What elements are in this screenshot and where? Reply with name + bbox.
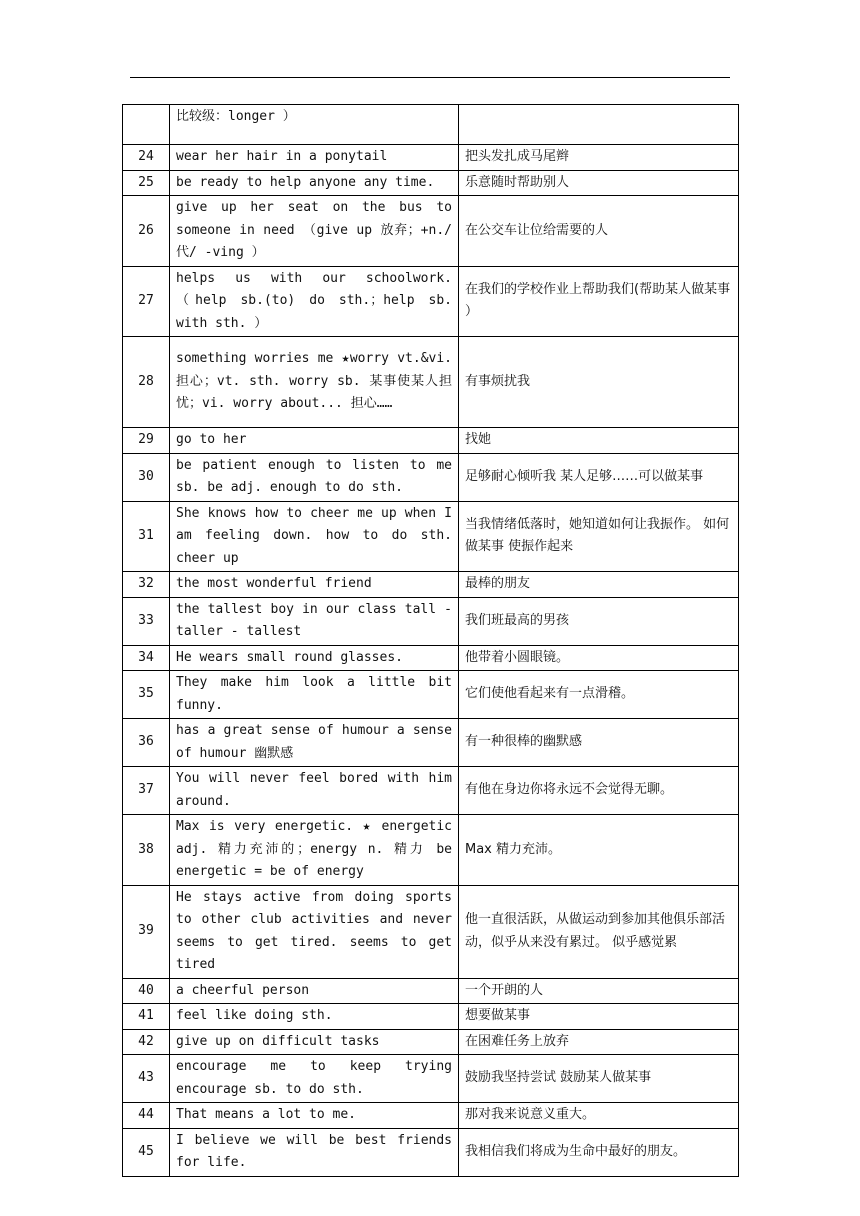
chinese-translation: 乐意随时帮助别人 (459, 170, 739, 196)
english-phrase: That means a lot to me. (170, 1103, 459, 1129)
row-number: 37 (123, 767, 170, 815)
english-phrase: They make him look a little bit funny. (170, 671, 459, 719)
row-number: 44 (123, 1103, 170, 1129)
row-number: 36 (123, 719, 170, 767)
row-number: 25 (123, 170, 170, 196)
english-phrase: give up her seat on the bus to someone in need （give up 放弃；+n./代/ -ving ） (170, 196, 459, 267)
table-row (123, 453, 739, 501)
row-number: 32 (123, 572, 170, 598)
row-number: 42 (123, 1029, 170, 1055)
row-number: 34 (123, 645, 170, 671)
row-number: 26 (123, 196, 170, 267)
english-phrase: give up on difficult tasks (170, 1029, 459, 1055)
vocabulary-table-body (123, 105, 739, 1177)
english-phrase: 比较级：longer ） (170, 105, 459, 145)
english-phrase: Max is very energetic. ★ energetic adj. 精力充沛的；energy n. 精力 be energetic = be of energy (170, 815, 459, 886)
chinese-translation: 最棒的朋友 (459, 572, 739, 598)
chinese-translation (459, 105, 739, 145)
chinese-translation: 有一种很棒的幽默感 (459, 719, 739, 767)
table-row (123, 597, 739, 645)
row-number: 40 (123, 978, 170, 1004)
chinese-translation: 有事烦扰我 (459, 337, 739, 428)
table-row (123, 501, 739, 572)
chinese-translation: 他一直很活跃，从做运动到参加其他俱乐部活动，似乎从来没有累过。 似乎感觉累 (459, 885, 739, 978)
table-row (123, 671, 739, 719)
table-row (123, 1004, 739, 1030)
row-number: 35 (123, 671, 170, 719)
english-phrase: the most wonderful friend (170, 572, 459, 598)
chinese-translation: 一个开朗的人 (459, 978, 739, 1004)
row-number (123, 105, 170, 145)
table-row (123, 1103, 739, 1129)
chinese-translation: 想要做某事 (459, 1004, 739, 1030)
english-phrase: be patient enough to listen to me sb. be adj. enough to do sth. (170, 453, 459, 501)
english-phrase: has a great sense of humour a sense of humour 幽默感 (170, 719, 459, 767)
table-row (123, 885, 739, 978)
table-row (123, 428, 739, 454)
table-row (123, 266, 739, 337)
table-row (123, 105, 739, 145)
chinese-translation: 找她 (459, 428, 739, 454)
english-phrase: encourage me to keep trying encourage sb. to do sth. (170, 1055, 459, 1103)
english-phrase: He wears small round glasses. (170, 645, 459, 671)
row-number: 39 (123, 885, 170, 978)
english-phrase: You will never feel bored with him around. (170, 767, 459, 815)
english-phrase: something worries me ★worry vt.&vi. 担心；vt. sth. worry sb. 某事使某人担忧；vi. worry about... 担心…… (170, 337, 459, 428)
chinese-translation: Max 精力充沛。 (459, 815, 739, 886)
english-phrase: helps us with our schoolwork. （help sb.(to) do sth.；help sb. with sth. ） (170, 266, 459, 337)
english-phrase: She knows how to cheer me up when I am feeling down. how to do sth. cheer up (170, 501, 459, 572)
chinese-translation: 他带着小圆眼镜。 (459, 645, 739, 671)
english-phrase: be ready to help anyone any time. (170, 170, 459, 196)
english-phrase: wear her hair in a ponytail (170, 145, 459, 171)
table-row (123, 1128, 739, 1176)
chinese-translation: 鼓励我坚持尝试 鼓励某人做某事 (459, 1055, 739, 1103)
english-phrase: I believe we will be best friends for life. (170, 1128, 459, 1176)
chinese-translation: 我们班最高的男孩 (459, 597, 739, 645)
table-row (123, 572, 739, 598)
table-row (123, 1055, 739, 1103)
row-number: 28 (123, 337, 170, 428)
english-phrase: go to her (170, 428, 459, 454)
table-row (123, 1029, 739, 1055)
table-row (123, 196, 739, 267)
row-number: 31 (123, 501, 170, 572)
row-number: 27 (123, 266, 170, 337)
table-row (123, 145, 739, 171)
table-row (123, 815, 739, 886)
chinese-translation: 它们使他看起来有一点滑稽。 (459, 671, 739, 719)
english-phrase: He stays active from doing sports to other club activities and never seems to get tired. seems to get tired (170, 885, 459, 978)
chinese-translation: 足够耐心倾听我 某人足够……可以做某事 (459, 453, 739, 501)
chinese-translation: 在公交车让位给需要的人 (459, 196, 739, 267)
row-number: 45 (123, 1128, 170, 1176)
table-row (123, 170, 739, 196)
table-row (123, 645, 739, 671)
row-number: 30 (123, 453, 170, 501)
header-rule (130, 77, 730, 78)
row-number: 43 (123, 1055, 170, 1103)
vocabulary-table (122, 104, 739, 1177)
chinese-translation: 把头发扎成马尾辫 (459, 145, 739, 171)
english-phrase: the tallest boy in our class tall - taller - tallest (170, 597, 459, 645)
table-row (123, 719, 739, 767)
english-phrase: feel like doing sth. (170, 1004, 459, 1030)
chinese-translation: 我相信我们将成为生命中最好的朋友。 (459, 1128, 739, 1176)
chinese-translation: 有他在身边你将永远不会觉得无聊。 (459, 767, 739, 815)
table-row (123, 767, 739, 815)
row-number: 29 (123, 428, 170, 454)
row-number: 38 (123, 815, 170, 886)
english-phrase: a cheerful person (170, 978, 459, 1004)
table-row (123, 337, 739, 428)
chinese-translation: 那对我来说意义重大。 (459, 1103, 739, 1129)
row-number: 33 (123, 597, 170, 645)
table-row (123, 978, 739, 1004)
chinese-translation: 当我情绪低落时，她知道如何让我振作。 如何做某事 使振作起来 (459, 501, 739, 572)
row-number: 24 (123, 145, 170, 171)
chinese-translation: 在我们的学校作业上帮助我们(帮助某人做某事 ） (459, 266, 739, 337)
row-number: 41 (123, 1004, 170, 1030)
chinese-translation: 在困难任务上放弃 (459, 1029, 739, 1055)
